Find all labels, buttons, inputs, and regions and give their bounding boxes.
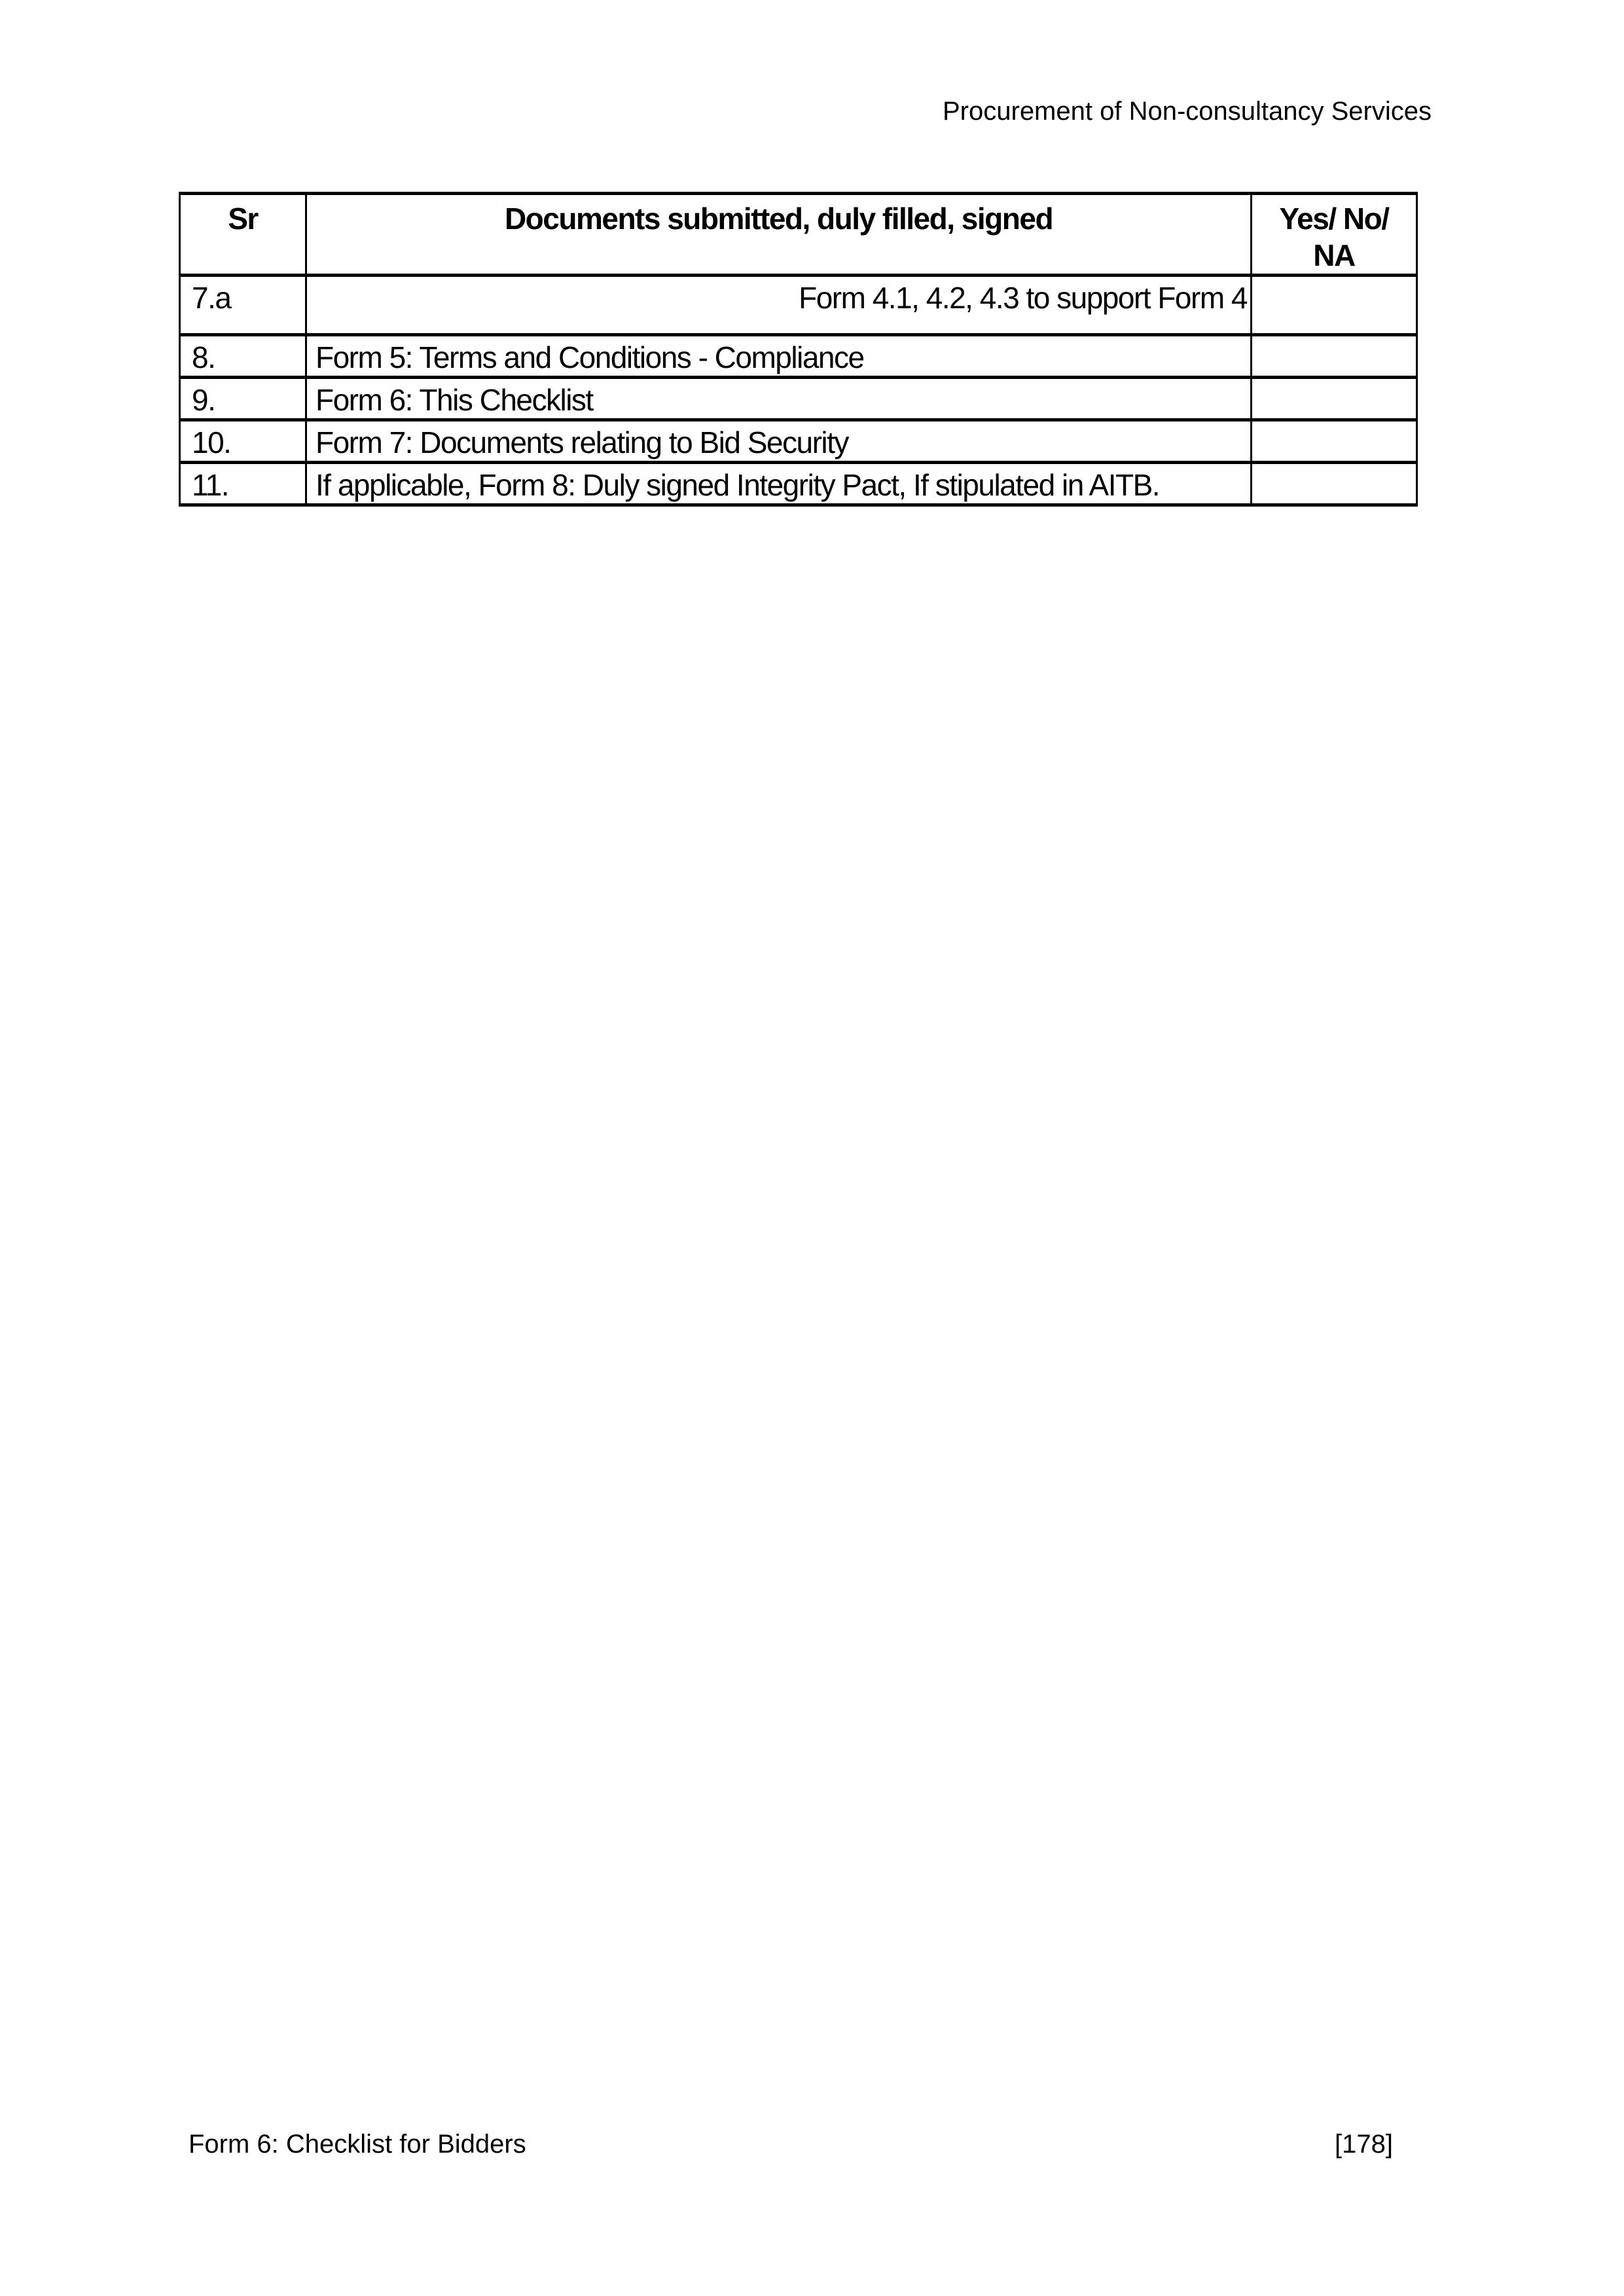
row-document-cell: Form 6: This Checklist (306, 378, 1252, 420)
page-header (943, 96, 1432, 127)
row-document-cell: Form 5: Terms and Conditions - Compliance (306, 335, 1252, 378)
row-sr-cell: 10. (180, 420, 306, 463)
checklist-table-header (180, 194, 1417, 276)
row-answer-cell (1252, 276, 1417, 335)
page-number (1335, 2128, 1393, 2160)
col-header-documents: Documents submitted, duly filled, signed (306, 194, 1252, 276)
table-row (180, 378, 1417, 420)
row-answer-cell (1252, 463, 1417, 505)
row-sr-cell: 11. (180, 463, 306, 505)
header-row (180, 194, 1417, 276)
page-number-text: [178] (1335, 2130, 1393, 2159)
col-header-sr: Sr (180, 194, 306, 276)
row-sr-cell: 7.a (180, 276, 306, 335)
checklist-table (179, 192, 1418, 507)
row-sr-cell: 8. (180, 335, 306, 378)
row-answer-cell (1252, 420, 1417, 463)
table-row (180, 420, 1417, 463)
row-answer-cell (1252, 378, 1417, 420)
page-footer (189, 2128, 526, 2160)
checklist-table-body (180, 276, 1417, 505)
table-row (180, 463, 1417, 505)
row-sr-cell: 9. (180, 378, 306, 420)
row-answer-cell (1252, 335, 1417, 378)
col-header-answer: Yes/ No/ NA (1252, 194, 1417, 276)
header-title: Procurement of Non-consultancy Services (943, 97, 1432, 126)
table-row (180, 276, 1417, 335)
row-document-cell: If applicable, Form 8: Duly signed Integrity Pact, If stipulated in AITB. (306, 463, 1252, 505)
footer-label: Form 6: Checklist for Bidders (189, 2130, 526, 2159)
table-row (180, 335, 1417, 378)
row-document-cell: Form 7: Documents relating to Bid Security (306, 420, 1252, 463)
row-document-cell: Form 4.1, 4.2, 4.3 to support Form 4 (306, 276, 1252, 335)
